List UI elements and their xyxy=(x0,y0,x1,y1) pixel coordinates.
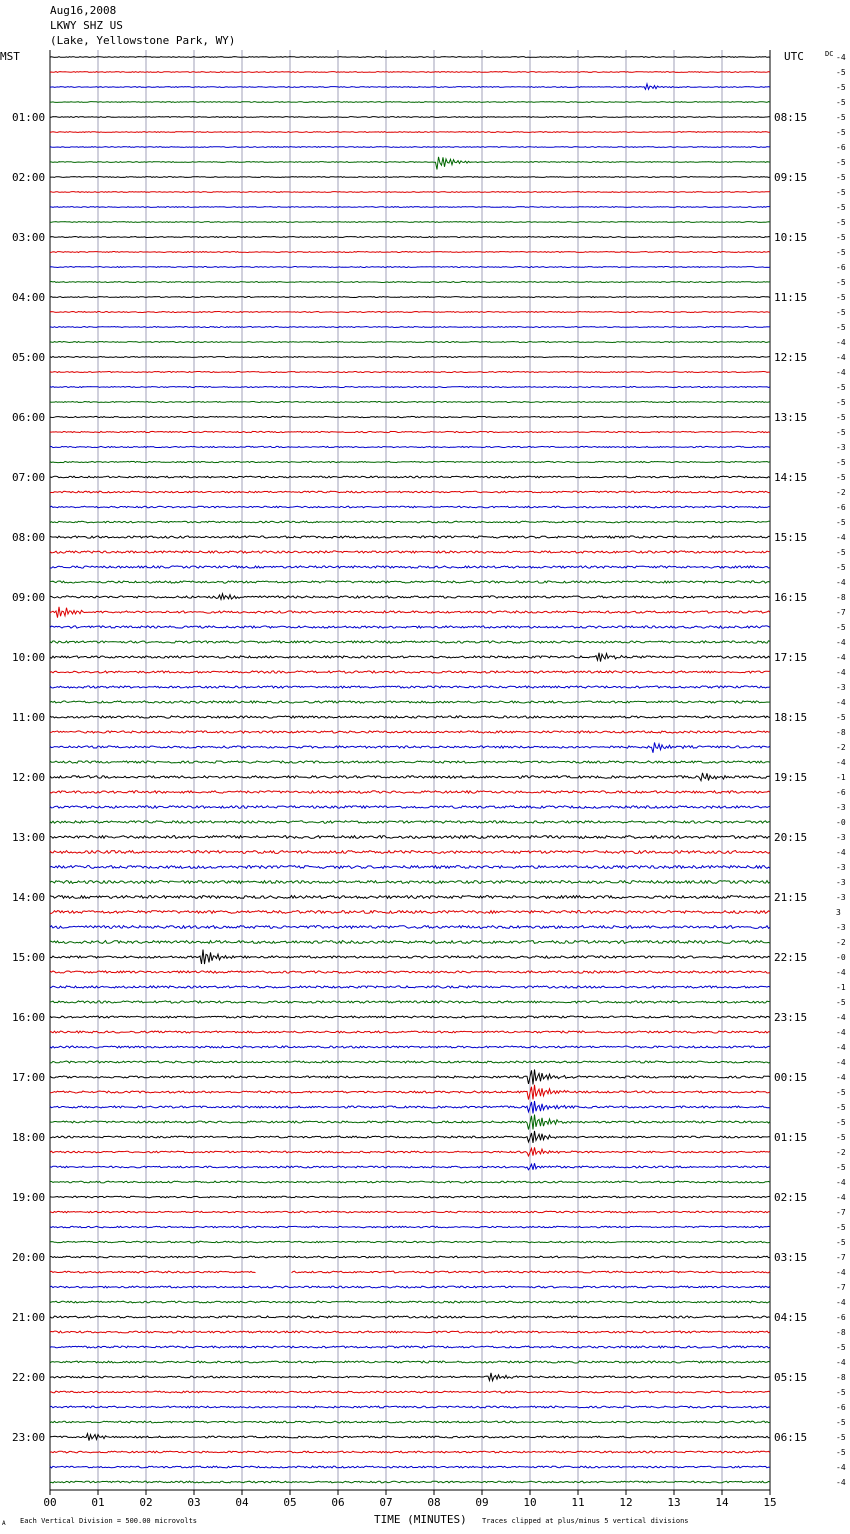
x-tick-label-7: 07 xyxy=(379,1496,393,1509)
trace-11 xyxy=(50,222,770,223)
dc-offset-70: -5 xyxy=(836,1103,846,1112)
mst-label-17: 17:00 xyxy=(12,1071,46,1084)
mst-label-15: 15:00 xyxy=(12,951,46,964)
trace-34 xyxy=(50,566,770,568)
header-location: (Lake, Yellowstone Park, WY) xyxy=(50,34,236,47)
trace-52 xyxy=(50,836,770,839)
dc-offset-12: -5 xyxy=(836,233,846,242)
x-tick-label-14: 14 xyxy=(715,1496,729,1509)
mst-label-22: 22:00 xyxy=(12,1371,46,1384)
dc-offset-81: -4 xyxy=(836,1268,846,1277)
dc-offset-24: -5 xyxy=(836,413,846,422)
trace-42 xyxy=(50,686,770,688)
x-tick-label-12: 12 xyxy=(619,1496,633,1509)
mst-label-6: 06:00 xyxy=(12,411,46,424)
trace-29 xyxy=(50,491,770,493)
dc-offset-30: -6 xyxy=(836,503,846,512)
trace-93 xyxy=(50,1451,770,1453)
trace-57 xyxy=(50,911,770,914)
utc-label-22: 05:15 xyxy=(774,1371,808,1384)
dc-offset-10: -5 xyxy=(836,203,846,212)
trace-48 xyxy=(50,773,770,781)
dc-offset-75: -4 xyxy=(836,1178,846,1187)
dc-offset-29: -2 xyxy=(836,488,846,497)
dc-offset-7: -5 xyxy=(836,158,846,167)
trace-5 xyxy=(50,132,770,133)
trace-25 xyxy=(50,431,770,432)
trace-44 xyxy=(50,716,770,718)
dc-offset-32: -4 xyxy=(836,533,846,542)
dc-offset-50: -3 xyxy=(836,803,846,812)
dc-offset-2: -5 xyxy=(836,83,846,92)
trace-74 xyxy=(50,1163,770,1170)
trace-16 xyxy=(50,297,770,298)
dc-offset-80: -7 xyxy=(836,1253,846,1262)
utc-label-12: 19:15 xyxy=(774,771,808,784)
trace-64 xyxy=(50,1016,770,1018)
trace-65 xyxy=(50,1031,770,1033)
trace-8 xyxy=(50,177,770,178)
trace-39 xyxy=(50,641,770,643)
trace-94 xyxy=(50,1466,770,1468)
trace-91 xyxy=(50,1421,770,1423)
dc-offset-13: -5 xyxy=(836,248,846,257)
trace-75 xyxy=(50,1181,770,1183)
trace-30 xyxy=(50,506,770,508)
dc-offset-15: -5 xyxy=(836,278,846,287)
mst-label-3: 03:00 xyxy=(12,231,46,244)
trace-85 xyxy=(50,1331,770,1333)
mst-label-19: 19:00 xyxy=(12,1191,46,1204)
trace-12 xyxy=(50,237,770,238)
trace-76 xyxy=(50,1196,770,1198)
dc-offset-8: -5 xyxy=(836,173,846,182)
dc-offset-1: -5 xyxy=(836,68,846,77)
dc-offset-34: -5 xyxy=(836,563,846,572)
dc-offset-48: -1 xyxy=(836,773,846,782)
trace-33 xyxy=(50,551,770,553)
trace-89 xyxy=(50,1391,770,1393)
trace-0 xyxy=(50,57,770,58)
dc-offset-41: -4 xyxy=(836,668,846,677)
dc-offset-82: -7 xyxy=(836,1283,846,1292)
mst-label-13: 13:00 xyxy=(12,831,46,844)
utc-label-16: 23:15 xyxy=(774,1011,808,1024)
trace-58 xyxy=(50,926,770,929)
dc-offset-37: -7 xyxy=(836,608,846,617)
trace-6 xyxy=(50,147,770,148)
utc-label-5: 12:15 xyxy=(774,351,808,364)
x-axis-title: TIME (MINUTES) xyxy=(374,1513,467,1526)
trace-86 xyxy=(50,1346,770,1348)
trace-43 xyxy=(50,701,770,703)
dc-offset-76: -4 xyxy=(836,1193,846,1202)
dc-offset-62: -1 xyxy=(836,983,846,992)
trace-26 xyxy=(50,446,770,447)
dc-offset-53: -4 xyxy=(836,848,846,857)
trace-95 xyxy=(50,1481,770,1483)
mst-label-18: 18:00 xyxy=(12,1131,46,1144)
dc-offset-65: -4 xyxy=(836,1028,846,1037)
dc-offset-77: -7 xyxy=(836,1208,846,1217)
trace-88 xyxy=(50,1373,770,1381)
corner-mark: A xyxy=(2,1520,6,1527)
dc-offset-47: -4 xyxy=(836,758,846,767)
trace-19 xyxy=(50,342,770,343)
trace-37 xyxy=(50,607,770,618)
dc-offset-21: -4 xyxy=(836,368,846,377)
trace-63 xyxy=(50,1001,770,1003)
dc-offset-19: -4 xyxy=(836,338,846,347)
dc-offset-0: -4 xyxy=(836,53,846,62)
dc-offset-26: -3 xyxy=(836,443,846,452)
dc-offset-86: -5 xyxy=(836,1343,846,1352)
dc-offset-88: -8 xyxy=(836,1373,846,1382)
mst-label-21: 21:00 xyxy=(12,1311,46,1324)
dc-offset-57: 3 xyxy=(836,908,841,917)
trace-27 xyxy=(50,461,770,462)
dc-label: DC xyxy=(825,50,834,58)
dc-offset-45: -8 xyxy=(836,728,846,737)
trace-79 xyxy=(50,1241,770,1243)
dc-offset-55: -3 xyxy=(836,878,846,887)
trace-62 xyxy=(50,986,770,988)
mst-label-23: 23:00 xyxy=(12,1431,46,1444)
utc-label-4: 11:15 xyxy=(774,291,808,304)
x-tick-label-3: 03 xyxy=(187,1496,201,1509)
trace-18 xyxy=(50,327,770,328)
dc-offset-28: -5 xyxy=(836,473,846,482)
trace-66 xyxy=(50,1046,770,1048)
dc-offset-51: -0 xyxy=(836,818,846,827)
trace-13 xyxy=(50,252,770,253)
trace-47 xyxy=(50,761,770,763)
mst-label-1: 01:00 xyxy=(12,111,46,124)
dc-offset-42: -3 xyxy=(836,683,846,692)
trace-56 xyxy=(50,896,770,899)
scale-note: Each Vertical Division = 500.00 microvolts xyxy=(20,1517,198,1525)
dc-offset-5: -5 xyxy=(836,128,846,137)
dc-offset-11: -5 xyxy=(836,218,846,227)
dc-offset-16: -5 xyxy=(836,293,846,302)
trace-77 xyxy=(50,1211,770,1213)
trace-36 xyxy=(50,594,770,600)
trace-59 xyxy=(50,941,770,944)
dc-offset-25: -5 xyxy=(836,428,846,437)
dc-offset-95: -4 xyxy=(836,1478,846,1487)
trace-2 xyxy=(50,84,770,89)
x-tick-label-9: 09 xyxy=(475,1496,489,1509)
dc-offset-64: -4 xyxy=(836,1013,846,1022)
mst-label-7: 07:00 xyxy=(12,471,46,484)
dc-offset-20: -4 xyxy=(836,353,846,362)
dc-offset-49: -6 xyxy=(836,788,846,797)
dc-offset-33: -5 xyxy=(836,548,846,557)
utc-label-2: 09:15 xyxy=(774,171,808,184)
trace-23 xyxy=(50,402,770,403)
dc-offset-58: -3 xyxy=(836,923,846,932)
utc-label-14: 21:15 xyxy=(774,891,808,904)
trace-73 xyxy=(50,1147,770,1156)
dc-offset-93: -5 xyxy=(836,1448,846,1457)
trace-51 xyxy=(50,821,770,823)
dc-offset-54: -3 xyxy=(836,863,846,872)
x-tick-label-10: 10 xyxy=(523,1496,537,1509)
trace-4 xyxy=(50,117,770,118)
utc-label-9: 16:15 xyxy=(774,591,808,604)
trace-45 xyxy=(50,731,770,733)
header-date: Aug16,2008 xyxy=(50,4,117,17)
dc-offset-69: -5 xyxy=(836,1088,846,1097)
mst-axis-label: MST xyxy=(0,50,20,63)
dc-offset-74: -5 xyxy=(836,1163,846,1172)
trace-92 xyxy=(50,1434,770,1441)
trace-69 xyxy=(50,1085,770,1100)
dc-offset-83: -4 xyxy=(836,1298,846,1307)
x-tick-label-13: 13 xyxy=(667,1496,681,1509)
dc-offset-56: -3 xyxy=(836,893,846,902)
trace-83 xyxy=(50,1301,770,1303)
dc-offset-17: -5 xyxy=(836,308,846,317)
dc-offset-39: -4 xyxy=(836,638,846,647)
x-tick-label-4: 04 xyxy=(235,1496,249,1509)
dc-offset-92: -5 xyxy=(836,1433,846,1442)
dc-offset-44: -5 xyxy=(836,713,846,722)
trace-7 xyxy=(50,157,770,170)
utc-label-18: 01:15 xyxy=(774,1131,808,1144)
mst-label-20: 20:00 xyxy=(12,1251,46,1264)
dc-offset-94: -4 xyxy=(836,1463,846,1472)
trace-1 xyxy=(50,72,770,73)
dc-offset-31: -5 xyxy=(836,518,846,527)
x-tick-label-1: 01 xyxy=(91,1496,105,1509)
trace-72 xyxy=(50,1131,770,1143)
trace-38 xyxy=(50,626,770,628)
trace-20 xyxy=(50,357,770,358)
utc-label-20: 03:15 xyxy=(774,1251,808,1264)
mst-label-16: 16:00 xyxy=(12,1011,46,1024)
trace-24 xyxy=(50,416,770,417)
trace-67 xyxy=(50,1061,770,1063)
mst-label-11: 11:00 xyxy=(12,711,46,724)
dc-offset-68: -4 xyxy=(836,1073,846,1082)
dc-offset-71: -5 xyxy=(836,1118,846,1127)
dc-offset-67: -4 xyxy=(836,1058,846,1067)
trace-35 xyxy=(50,581,770,583)
utc-label-1: 08:15 xyxy=(774,111,808,124)
trace-28 xyxy=(50,476,770,478)
dc-offset-52: -3 xyxy=(836,833,846,842)
utc-label-19: 02:15 xyxy=(774,1191,808,1204)
trace-61 xyxy=(50,971,770,973)
trace-14 xyxy=(50,267,770,268)
dc-offset-85: -8 xyxy=(836,1328,846,1337)
trace-84 xyxy=(50,1316,770,1318)
trace-32 xyxy=(50,536,770,538)
trace-68 xyxy=(50,1070,770,1085)
dc-offset-89: -5 xyxy=(836,1388,846,1397)
x-tick-label-0: 00 xyxy=(43,1496,57,1509)
trace-46 xyxy=(50,743,770,753)
dc-offset-90: -6 xyxy=(836,1403,846,1412)
utc-label-8: 15:15 xyxy=(774,531,808,544)
dc-offset-27: -5 xyxy=(836,458,846,467)
x-tick-label-15: 15 xyxy=(763,1496,777,1509)
trace-31 xyxy=(50,521,770,523)
utc-label-17: 00:15 xyxy=(774,1071,808,1084)
dc-offset-22: -5 xyxy=(836,383,846,392)
trace-82 xyxy=(50,1286,770,1288)
dc-offset-79: -5 xyxy=(836,1238,846,1247)
dc-offset-87: -4 xyxy=(836,1358,846,1367)
trace-49 xyxy=(50,791,770,793)
trace-81 xyxy=(50,1271,770,1273)
x-tick-label-2: 02 xyxy=(139,1496,153,1509)
dc-offset-40: -4 xyxy=(836,653,846,662)
utc-label-10: 17:15 xyxy=(774,651,808,664)
mst-label-4: 04:00 xyxy=(12,291,46,304)
dc-offset-6: -6 xyxy=(836,143,846,152)
utc-axis-label: UTC xyxy=(784,50,804,63)
dc-offset-84: -6 xyxy=(836,1313,846,1322)
dc-offset-60: -0 xyxy=(836,953,846,962)
dc-offset-91: -5 xyxy=(836,1418,846,1427)
dc-offset-9: -5 xyxy=(836,188,846,197)
trace-90 xyxy=(50,1406,770,1408)
trace-87 xyxy=(50,1361,770,1363)
trace-55 xyxy=(50,881,770,884)
x-tick-label-6: 06 xyxy=(331,1496,345,1509)
dc-offset-38: -5 xyxy=(836,623,846,632)
clip-note: Traces clipped at plus/minus 5 vertical divisions xyxy=(482,1517,689,1525)
utc-label-21: 04:15 xyxy=(774,1311,808,1324)
mst-label-12: 12:00 xyxy=(12,771,46,784)
trace-53 xyxy=(50,851,770,854)
trace-3 xyxy=(50,102,770,103)
dc-offset-59: -2 xyxy=(836,938,846,947)
mst-label-8: 08:00 xyxy=(12,531,46,544)
header-station: LKWY SHZ US xyxy=(50,19,123,32)
dc-offset-18: -5 xyxy=(836,323,846,332)
trace-80 xyxy=(50,1256,770,1258)
x-tick-label-5: 05 xyxy=(283,1496,297,1509)
dc-offset-4: -5 xyxy=(836,113,846,122)
x-tick-label-11: 11 xyxy=(571,1496,585,1509)
trace-17 xyxy=(50,312,770,313)
trace-70 xyxy=(50,1101,770,1113)
dc-offset-46: -2 xyxy=(836,743,846,752)
dc-offset-35: -4 xyxy=(836,578,846,587)
mst-label-14: 14:00 xyxy=(12,891,46,904)
trace-10 xyxy=(50,207,770,208)
utc-label-7: 14:15 xyxy=(774,471,808,484)
trace-54 xyxy=(50,866,770,869)
trace-71 xyxy=(50,1115,770,1130)
x-tick-label-8: 08 xyxy=(427,1496,441,1509)
mst-label-9: 09:00 xyxy=(12,591,46,604)
dc-offset-36: -8 xyxy=(836,593,846,602)
utc-label-3: 10:15 xyxy=(774,231,808,244)
utc-label-6: 13:15 xyxy=(774,411,808,424)
trace-41 xyxy=(50,671,770,673)
trace-9 xyxy=(50,192,770,193)
dc-offset-23: -5 xyxy=(836,398,846,407)
trace-21 xyxy=(50,372,770,373)
trace-40 xyxy=(50,653,770,662)
trace-78 xyxy=(50,1226,770,1228)
dc-offset-3: -5 xyxy=(836,98,846,107)
dc-offset-66: -4 xyxy=(836,1043,846,1052)
dc-offset-43: -4 xyxy=(836,698,846,707)
trace-15 xyxy=(50,282,770,283)
utc-label-15: 22:15 xyxy=(774,951,808,964)
dc-offset-61: -4 xyxy=(836,968,846,977)
trace-22 xyxy=(50,387,770,388)
dc-offset-63: -5 xyxy=(836,998,846,1007)
dc-offset-73: -2 xyxy=(836,1148,846,1157)
mst-label-5: 05:00 xyxy=(12,351,46,364)
dc-offset-72: -5 xyxy=(836,1133,846,1142)
mst-label-2: 02:00 xyxy=(12,171,46,184)
mst-label-10: 10:00 xyxy=(12,651,46,664)
dc-offset-14: -6 xyxy=(836,263,846,272)
utc-label-11: 18:15 xyxy=(774,711,808,724)
utc-label-23: 06:15 xyxy=(774,1431,808,1444)
utc-label-13: 20:15 xyxy=(774,831,808,844)
dc-offset-78: -5 xyxy=(836,1223,846,1232)
trace-60 xyxy=(50,950,770,965)
trace-50 xyxy=(50,806,770,808)
